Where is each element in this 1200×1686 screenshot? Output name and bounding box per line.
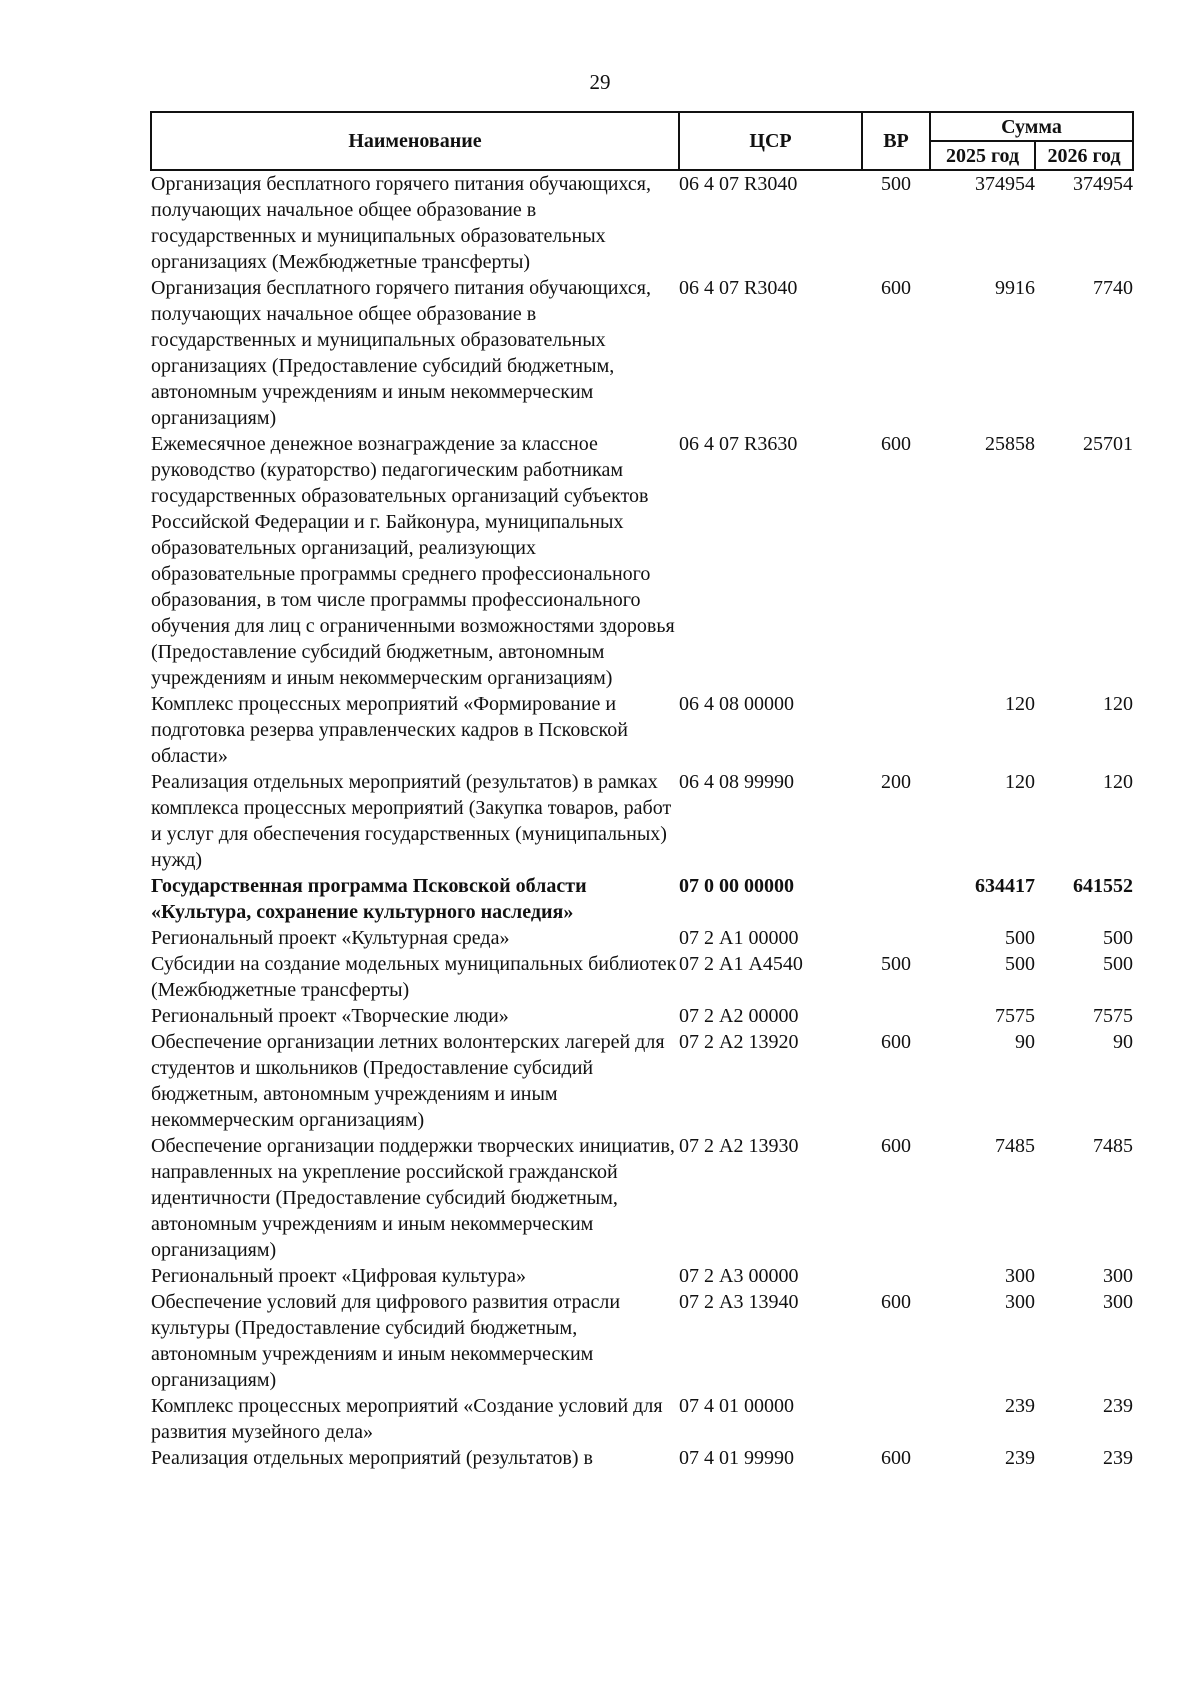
row-sum-2026-cell: 374954 [1073, 173, 1134, 195]
row-csr-cell: 07 2 А3 00000 [679, 1265, 799, 1287]
column-header-csr: ЦСР [679, 112, 862, 170]
row-sum-2026-cell: 7575 [1093, 1005, 1134, 1027]
table-row [151, 769, 1133, 873]
row-name-cell: Реализация отдельных мероприятий (результатов) в [151, 1447, 593, 1469]
row-sum-2025-cell: 25858 [985, 433, 1035, 455]
row-csr-cell: 07 2 А3 13940 [679, 1291, 799, 1313]
row-sum-2025-cell: 120 [1005, 771, 1035, 793]
row-sum-2025-cell: 500 [1005, 927, 1035, 949]
row-name-cell: Обеспечение организации поддержки творческих инициатив, направленных на укрепление российской гражданской идентичности (Предоставление субсидий бюджетным, автономным учреждениям и иным некоммерческим организациям) [151, 1135, 675, 1261]
row-vr-cell [862, 925, 930, 951]
row-name-cell: Комплекс процессных мероприятий «Формирование и подготовка резерва управленческих кадров в Псковской области» [151, 693, 628, 767]
row-csr-cell: 07 4 01 99990 [679, 1447, 794, 1469]
row-csr-cell: 07 2 А2 13930 [679, 1135, 799, 1157]
row-csr-cell: 06 4 07 R3040 [679, 277, 798, 299]
row-csr-cell: 06 4 08 00000 [679, 693, 794, 715]
table-row [151, 691, 1133, 769]
row-sum-2026-cell: 300 [1103, 1291, 1134, 1313]
row-sum-2026-cell: 641552 [1073, 875, 1134, 897]
row-sum-2025-cell: 500 [1005, 953, 1035, 975]
row-vr-cell: 600 [881, 1291, 911, 1313]
row-csr-cell: 06 4 07 R3630 [679, 433, 798, 455]
table-row [151, 170, 1133, 275]
row-sum-2026-cell: 239 [1103, 1395, 1134, 1417]
row-csr-cell: 07 4 01 00000 [679, 1395, 794, 1417]
row-sum-2026-cell: 500 [1103, 953, 1134, 975]
row-csr-cell: 07 2 А1 00000 [679, 927, 799, 949]
row-vr-cell: 200 [881, 771, 911, 793]
row-vr-cell: 600 [881, 1135, 911, 1157]
table-row [151, 925, 1133, 951]
table-row [151, 431, 1133, 691]
row-sum-2026-cell: 7485 [1093, 1135, 1134, 1157]
budget-table [150, 111, 1134, 1471]
row-name-cell: Реализация отдельных мероприятий (результатов) в рамках комплекса процессных мероприятий (Закупка товаров, работ и услуг для обеспечения государственных (муниципальных) нужд) [151, 771, 672, 871]
row-name-cell: Обеспечение организации летних волонтерских лагерей для студентов и школьников (Предоставление субсидий бюджетным, автономным учреждениям и иным некоммерческим организациям) [151, 1031, 665, 1131]
row-sum-2026-cell: 7740 [1093, 277, 1134, 299]
row-name-cell: Комплекс процессных мероприятий «Создание условий для развития музейного дела» [151, 1395, 663, 1443]
row-name-cell: Субсидии на создание модельных муниципальных библиотек (Межбюджетные трансферты) [151, 953, 677, 1001]
row-csr-cell: 06 4 07 R3040 [679, 173, 798, 195]
row-sum-2025-cell: 634417 [975, 875, 1035, 897]
row-sum-2026-cell: 90 [1113, 1031, 1134, 1053]
table-row [151, 1445, 1133, 1471]
row-vr-cell: 600 [881, 433, 911, 455]
table-row [151, 1003, 1133, 1029]
row-vr-cell [862, 691, 930, 769]
row-sum-2026-cell: 120 [1103, 771, 1134, 793]
row-sum-2025-cell: 239 [1005, 1447, 1035, 1469]
table-row [151, 873, 1133, 925]
row-sum-2026-cell: 300 [1103, 1265, 1134, 1287]
row-name-cell: Региональный проект «Культурная среда» [151, 927, 510, 949]
row-sum-2025-cell: 90 [1015, 1031, 1035, 1053]
row-vr-cell [862, 1393, 930, 1445]
row-sum-2026-cell: 500 [1103, 927, 1134, 949]
row-sum-2025-cell: 9916 [995, 277, 1035, 299]
column-header-sum: Сумма [930, 112, 1133, 141]
row-sum-2025-cell: 7575 [995, 1005, 1035, 1027]
column-header-name: Наименование [151, 112, 679, 170]
row-sum-2026-cell: 239 [1103, 1447, 1134, 1469]
row-name-cell: Организация бесплатного горячего питания обучающихся, получающих начальное общее образование в государственных и муниципальных образовательных организациях (Межбюджетные трансферты) [151, 173, 651, 273]
table-row [151, 951, 1133, 1003]
row-sum-2025-cell: 239 [1005, 1395, 1035, 1417]
row-name-cell: Обеспечение условий для цифрового развития отрасли культуры (Предоставление субсидий бюджетным, автономным учреждениям и иным некоммерческим организациям) [151, 1291, 621, 1391]
row-sum-2025-cell: 374954 [975, 173, 1035, 195]
row-vr-cell: 600 [881, 277, 911, 299]
page-number: 29 [589, 70, 611, 94]
row-sum-2025-cell: 300 [1005, 1265, 1035, 1287]
row-vr-cell [862, 873, 930, 925]
table-body [151, 170, 1133, 1471]
column-header-year-2025: 2025 год [930, 141, 1035, 170]
row-csr-cell: 07 2 А2 00000 [679, 1005, 799, 1027]
row-vr-cell: 600 [881, 1447, 911, 1469]
table-row [151, 275, 1133, 431]
row-csr-cell: 07 2 А2 13920 [679, 1031, 799, 1053]
row-name-cell: Ежемесячное денежное вознаграждение за классное руководство (кураторство) педагогическим работникам государственных образовательных организаций субъектов Российской Федерации и г. Байконура, муниципальных образовательных организаций, реализующих образовательные программы среднего профессионального образования, в том числе программы профессионального обучения для лиц с ограниченными возможностями здоровья (Предоставление субсидий бюджетным, автономным учреждениям и иным некоммерческим организациям) [151, 433, 675, 689]
table-row [151, 1133, 1133, 1263]
row-vr-cell: 500 [881, 173, 911, 195]
table-row [151, 1289, 1133, 1393]
row-sum-2025-cell: 300 [1005, 1291, 1035, 1313]
row-csr-cell: 07 2 А1 А4540 [679, 953, 803, 975]
row-name-cell: Организация бесплатного горячего питания обучающихся, получающих начальное общее образование в государственных и муниципальных образовательных организациях (Предоставление субсидий бюджетным, автономным учреждениям и иным некоммерческим организациям) [151, 277, 651, 429]
row-name-cell: Региональный проект «Творческие люди» [151, 1005, 509, 1027]
row-vr-cell [862, 1263, 930, 1289]
row-vr-cell: 500 [881, 953, 911, 975]
row-csr-cell: 07 0 00 00000 [679, 875, 794, 897]
row-name-cell: Региональный проект «Цифровая культура» [151, 1265, 526, 1287]
row-sum-2026-cell: 120 [1103, 693, 1134, 715]
row-name-cell: Государственная программа Псковской области «Культура, сохранение культурного наследия» [151, 875, 587, 923]
row-vr-cell: 600 [881, 1031, 911, 1053]
row-sum-2025-cell: 120 [1005, 693, 1035, 715]
table-row [151, 1393, 1133, 1445]
table-row [151, 1029, 1133, 1133]
table-row [151, 1263, 1133, 1289]
row-vr-cell [862, 1003, 930, 1029]
row-csr-cell: 06 4 08 99990 [679, 771, 794, 793]
row-sum-2026-cell: 25701 [1083, 433, 1134, 455]
table-header [151, 112, 1133, 170]
row-sum-2025-cell: 7485 [995, 1135, 1035, 1157]
column-header-year-2026: 2026 год [1035, 141, 1133, 170]
column-header-vr: ВР [862, 112, 930, 170]
